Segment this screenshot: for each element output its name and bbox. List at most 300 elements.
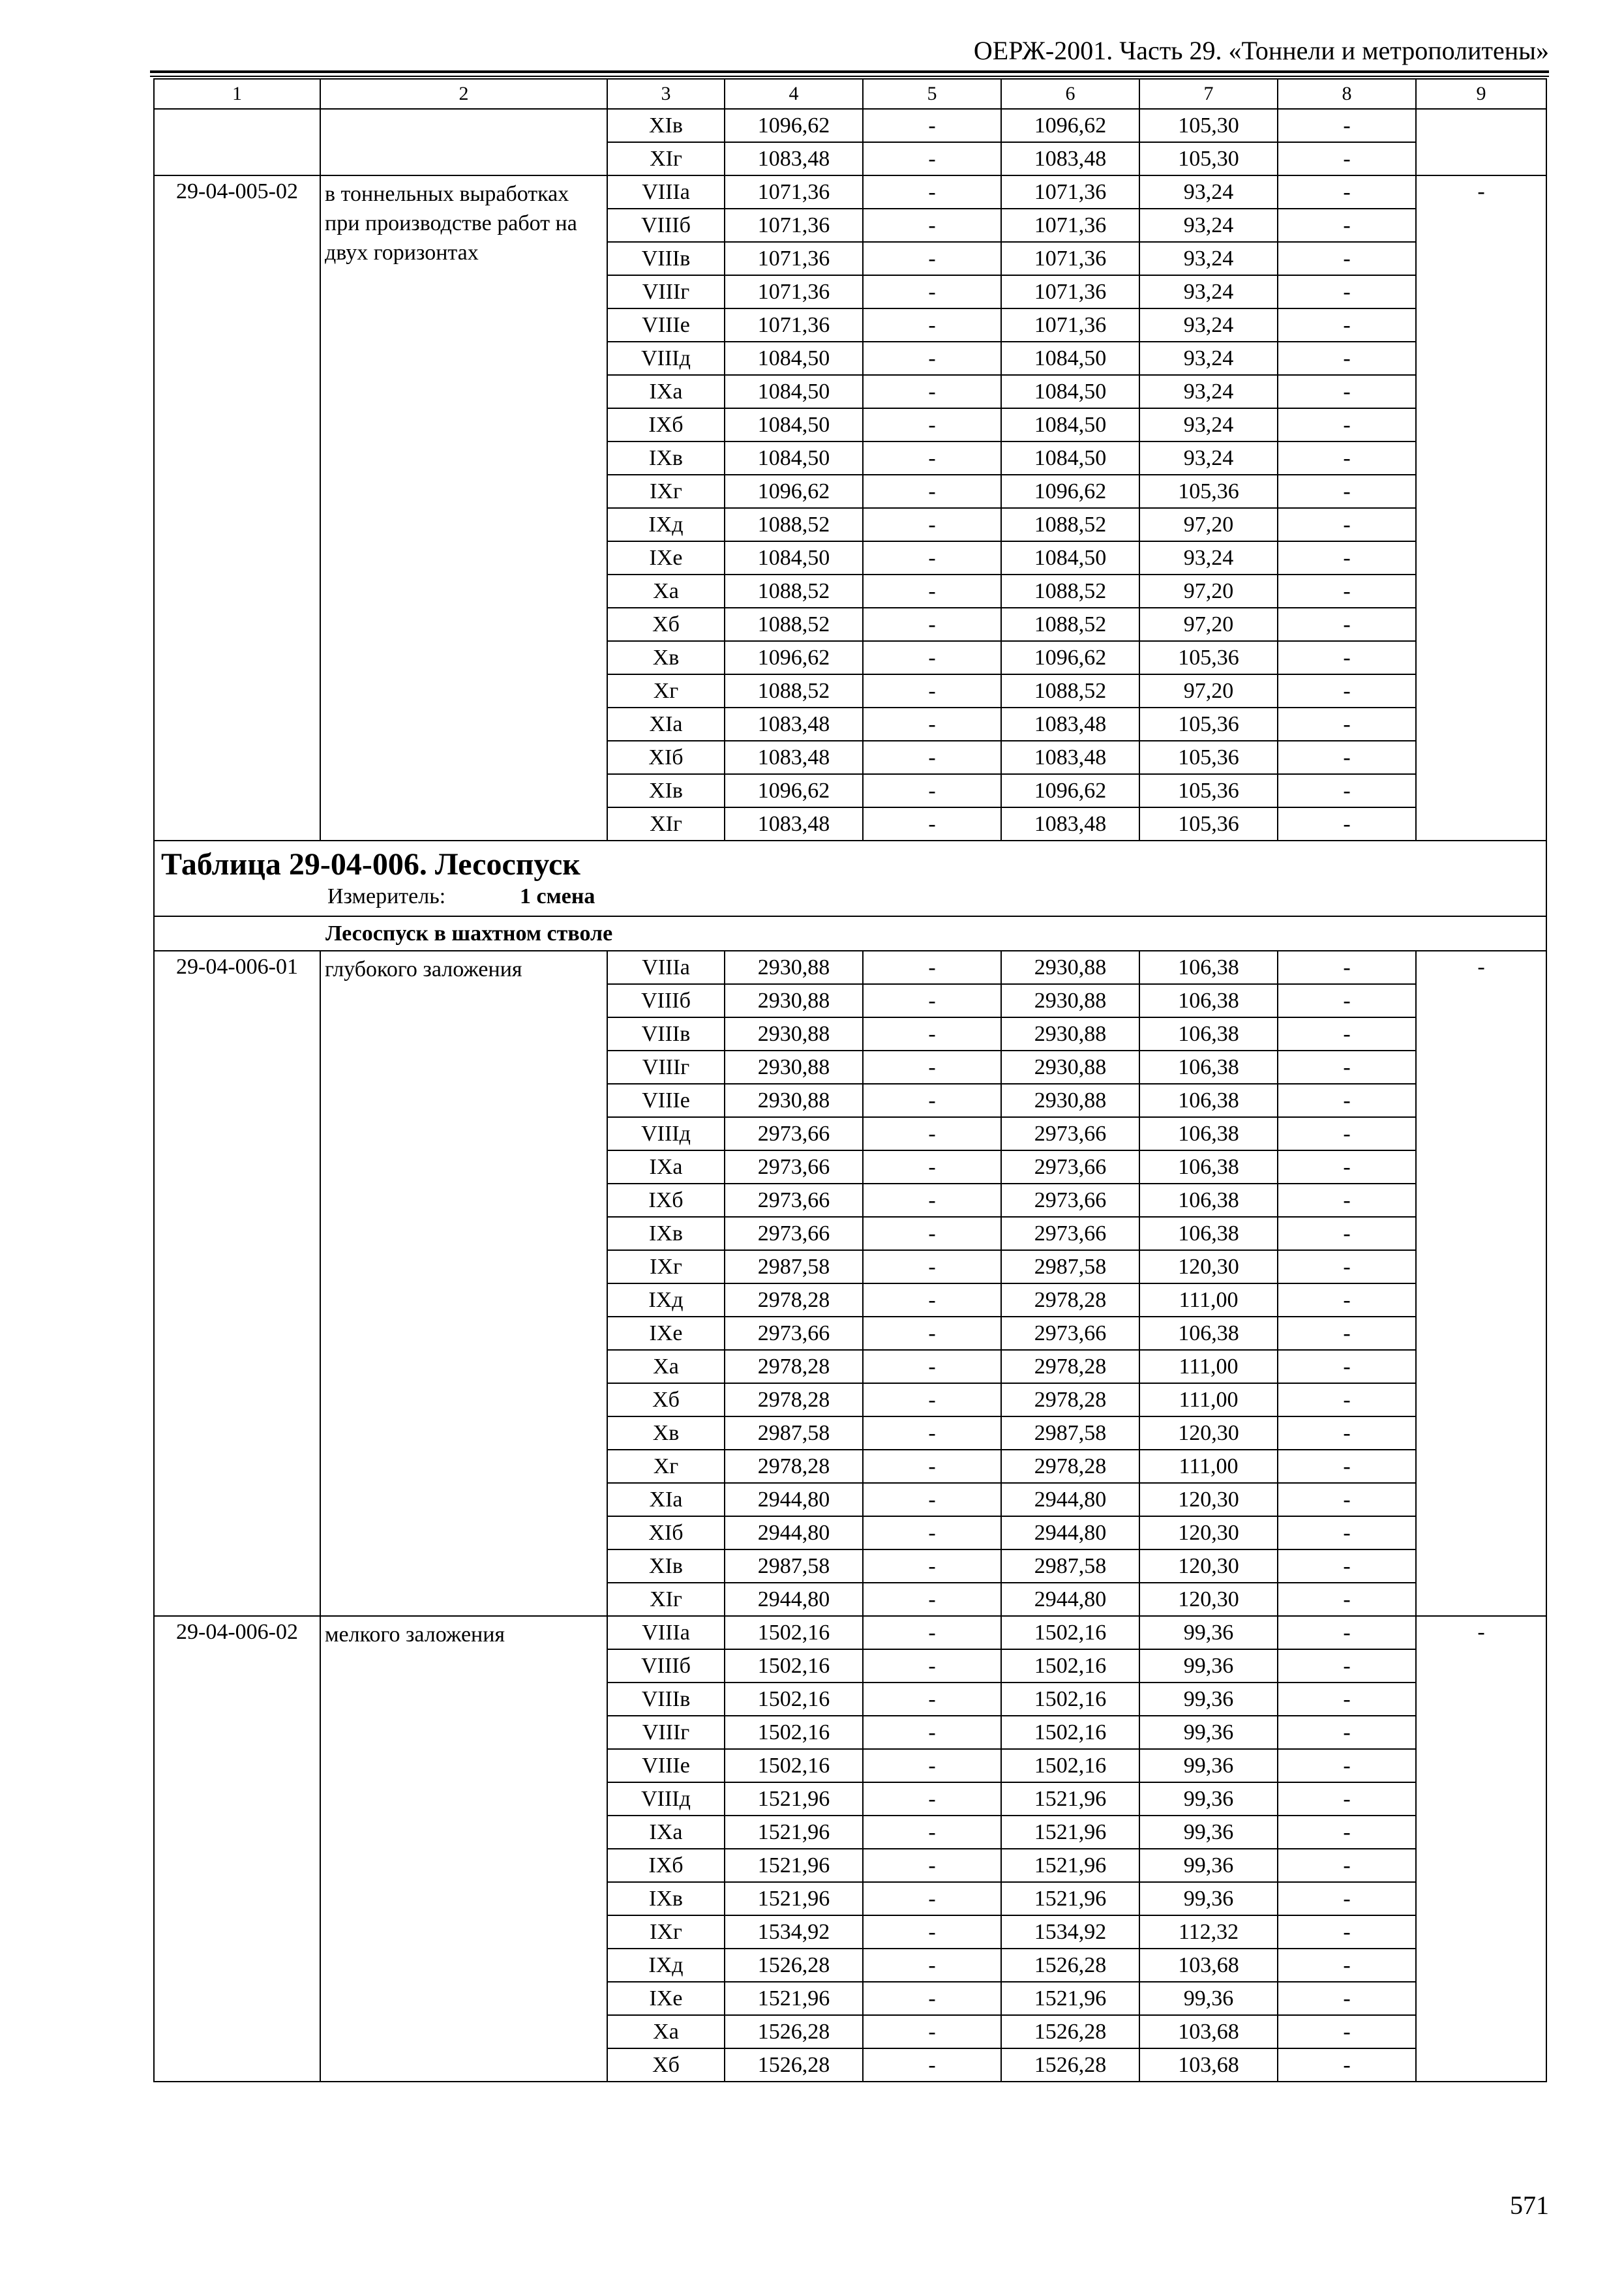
value-cell: 2973,66 bbox=[725, 1150, 863, 1184]
value-cell: 93,24 bbox=[1139, 275, 1278, 308]
value-cell: 105,36 bbox=[1139, 807, 1278, 841]
value-cell: 1084,50 bbox=[1001, 342, 1139, 375]
value-cell: VIIIе bbox=[607, 1084, 725, 1117]
value-cell: - bbox=[863, 1483, 1001, 1516]
value-cell: 2930,88 bbox=[1001, 1017, 1139, 1051]
value-cell: - bbox=[863, 2048, 1001, 2082]
value-cell: 1084,50 bbox=[1001, 441, 1139, 475]
value-cell: - bbox=[863, 1051, 1001, 1084]
value-cell: - bbox=[863, 1184, 1001, 1217]
value-cell: IXб bbox=[607, 408, 725, 441]
code-cell: 29-04-006-02 bbox=[154, 1616, 320, 2082]
value-cell: - bbox=[1278, 1051, 1416, 1084]
value-cell: 2930,88 bbox=[1001, 1084, 1139, 1117]
value-cell: VIIIв bbox=[607, 1017, 725, 1051]
value-cell: 1071,36 bbox=[1001, 209, 1139, 242]
value-cell: - bbox=[1278, 951, 1416, 984]
value-cell: 1502,16 bbox=[725, 1616, 863, 1649]
value-cell: XIв bbox=[607, 109, 725, 142]
value-cell: XIг bbox=[607, 142, 725, 175]
value-cell: 93,24 bbox=[1139, 209, 1278, 242]
value-cell: - bbox=[1278, 209, 1416, 242]
value-cell: 2978,28 bbox=[1001, 1350, 1139, 1383]
value-cell: 1088,52 bbox=[725, 575, 863, 608]
value-cell: - bbox=[1278, 575, 1416, 608]
value-cell: 1521,96 bbox=[725, 1849, 863, 1882]
value-cell: 106,38 bbox=[1139, 1317, 1278, 1350]
value-cell: 2978,28 bbox=[725, 1450, 863, 1483]
value-cell: 2944,80 bbox=[1001, 1516, 1139, 1549]
value-cell: - bbox=[863, 508, 1001, 541]
col9-cell: - bbox=[1416, 175, 1546, 841]
value-cell: 1083,48 bbox=[1001, 807, 1139, 841]
column-number: 5 bbox=[863, 79, 1001, 109]
value-cell: - bbox=[1278, 708, 1416, 741]
value-cell: 99,36 bbox=[1139, 1782, 1278, 1816]
value-cell: 120,30 bbox=[1139, 1583, 1278, 1616]
value-cell: - bbox=[1278, 2048, 1416, 2082]
value-cell: 2987,58 bbox=[1001, 1549, 1139, 1583]
value-cell: - bbox=[1278, 541, 1416, 575]
value-cell: 1088,52 bbox=[725, 608, 863, 641]
value-cell: 1096,62 bbox=[725, 475, 863, 508]
value-cell: - bbox=[1278, 1982, 1416, 2015]
value-cell: - bbox=[863, 1383, 1001, 1416]
col9-cell bbox=[1416, 109, 1546, 175]
value-cell: 99,36 bbox=[1139, 1882, 1278, 1915]
meter-value: 1 смена bbox=[520, 884, 595, 909]
value-cell: - bbox=[863, 1982, 1001, 2015]
value-cell: - bbox=[863, 1283, 1001, 1317]
value-cell: XIб bbox=[607, 1516, 725, 1549]
value-cell: 1502,16 bbox=[725, 1683, 863, 1716]
value-cell: - bbox=[1278, 608, 1416, 641]
value-cell: - bbox=[863, 984, 1001, 1017]
value-cell: IXа bbox=[607, 375, 725, 408]
value-cell: XIг bbox=[607, 1583, 725, 1616]
value-cell: - bbox=[1278, 1549, 1416, 1583]
col9-cell: - bbox=[1416, 1616, 1546, 2082]
value-cell: 120,30 bbox=[1139, 1483, 1278, 1516]
value-cell: 1096,62 bbox=[1001, 641, 1139, 674]
value-cell: - bbox=[1278, 1150, 1416, 1184]
value-cell: - bbox=[863, 441, 1001, 475]
value-cell: 2987,58 bbox=[1001, 1416, 1139, 1450]
value-cell: XIа bbox=[607, 708, 725, 741]
value-cell: 1096,62 bbox=[1001, 475, 1139, 508]
value-cell: VIIIб bbox=[607, 1649, 725, 1683]
value-cell: - bbox=[863, 1849, 1001, 1882]
value-cell: VIIIе bbox=[607, 1749, 725, 1782]
value-cell: - bbox=[1278, 1683, 1416, 1716]
value-cell: - bbox=[1278, 441, 1416, 475]
meter-label: Измеритель: bbox=[327, 884, 446, 909]
value-cell: Xа bbox=[607, 2015, 725, 2048]
value-cell: - bbox=[863, 1616, 1001, 1649]
value-cell: 99,36 bbox=[1139, 1982, 1278, 2015]
value-cell: 1084,50 bbox=[725, 441, 863, 475]
value-cell: Xб bbox=[607, 608, 725, 641]
value-cell: 106,38 bbox=[1139, 1217, 1278, 1250]
value-cell: 2973,66 bbox=[1001, 1117, 1139, 1150]
value-cell: IXг bbox=[607, 475, 725, 508]
value-cell: - bbox=[863, 242, 1001, 275]
value-cell: XIв bbox=[607, 1549, 725, 1583]
table-row bbox=[154, 175, 1546, 209]
value-cell: 2973,66 bbox=[1001, 1317, 1139, 1350]
value-cell: 97,20 bbox=[1139, 508, 1278, 541]
value-cell: IXб bbox=[607, 1849, 725, 1882]
value-cell: 99,36 bbox=[1139, 1849, 1278, 1882]
value-cell: 93,24 bbox=[1139, 242, 1278, 275]
value-cell: 1521,96 bbox=[1001, 1816, 1139, 1849]
value-cell: IXг bbox=[607, 1250, 725, 1283]
value-cell: 2978,28 bbox=[725, 1283, 863, 1317]
value-cell: - bbox=[863, 951, 1001, 984]
value-cell: - bbox=[1278, 1616, 1416, 1649]
value-cell: 1526,28 bbox=[1001, 2015, 1139, 2048]
column-numbers-row bbox=[154, 79, 1546, 109]
value-cell: - bbox=[1278, 1782, 1416, 1816]
value-cell: XIа bbox=[607, 1483, 725, 1516]
value-cell: 1083,48 bbox=[1001, 741, 1139, 774]
value-cell: - bbox=[1278, 475, 1416, 508]
value-cell: 93,24 bbox=[1139, 541, 1278, 575]
value-cell: 1088,52 bbox=[1001, 575, 1139, 608]
value-cell: 1083,48 bbox=[725, 741, 863, 774]
value-cell: 103,68 bbox=[1139, 1949, 1278, 1982]
value-cell: VIIIд bbox=[607, 1782, 725, 1816]
value-cell: Xв bbox=[607, 641, 725, 674]
value-cell: 2973,66 bbox=[725, 1317, 863, 1350]
value-cell: 1084,50 bbox=[1001, 541, 1139, 575]
value-cell: - bbox=[863, 541, 1001, 575]
value-cell: VIIIд bbox=[607, 342, 725, 375]
value-cell: 106,38 bbox=[1139, 1184, 1278, 1217]
value-cell: - bbox=[1278, 1583, 1416, 1616]
value-cell: 1088,52 bbox=[725, 508, 863, 541]
value-cell: 1096,62 bbox=[1001, 109, 1139, 142]
value-cell: - bbox=[1278, 342, 1416, 375]
value-cell: - bbox=[863, 608, 1001, 641]
value-cell: 1071,36 bbox=[725, 308, 863, 342]
value-cell: 2987,58 bbox=[1001, 1250, 1139, 1283]
value-cell: - bbox=[1278, 1882, 1416, 1915]
value-cell: - bbox=[863, 708, 1001, 741]
column-number: 9 bbox=[1416, 79, 1546, 109]
value-cell: - bbox=[1278, 1949, 1416, 1982]
table-row bbox=[154, 109, 1546, 142]
value-cell: 1084,50 bbox=[1001, 408, 1139, 441]
value-cell: 1526,28 bbox=[1001, 2048, 1139, 2082]
value-cell: 111,00 bbox=[1139, 1450, 1278, 1483]
value-cell: Xг bbox=[607, 674, 725, 708]
value-cell: VIIIг bbox=[607, 1051, 725, 1084]
value-cell: 93,24 bbox=[1139, 408, 1278, 441]
value-cell: 2987,58 bbox=[725, 1416, 863, 1450]
value-cell: 105,36 bbox=[1139, 641, 1278, 674]
value-cell: - bbox=[1278, 1017, 1416, 1051]
value-cell: IXв bbox=[607, 1217, 725, 1250]
value-cell: 111,00 bbox=[1139, 1283, 1278, 1317]
value-cell: 103,68 bbox=[1139, 2015, 1278, 2048]
column-number: 2 bbox=[320, 79, 607, 109]
value-cell: 1084,50 bbox=[725, 541, 863, 575]
value-cell: - bbox=[863, 1317, 1001, 1350]
value-cell: 2973,66 bbox=[725, 1117, 863, 1150]
column-number: 7 bbox=[1139, 79, 1278, 109]
value-cell: - bbox=[863, 1516, 1001, 1549]
value-cell: - bbox=[1278, 774, 1416, 807]
value-cell: 105,36 bbox=[1139, 741, 1278, 774]
value-cell: - bbox=[1278, 1117, 1416, 1150]
description-cell: в тоннельных выработках при производстве работ на двух горизонтах bbox=[320, 175, 607, 841]
value-cell: IXд bbox=[607, 1949, 725, 1982]
value-cell: 2978,28 bbox=[1001, 1283, 1139, 1317]
value-cell: Xб bbox=[607, 2048, 725, 2082]
value-cell: 1502,16 bbox=[1001, 1683, 1139, 1716]
value-cell: 1521,96 bbox=[1001, 1982, 1139, 2015]
value-cell: 1526,28 bbox=[725, 2048, 863, 2082]
value-cell: - bbox=[863, 209, 1001, 242]
value-cell: 1088,52 bbox=[1001, 674, 1139, 708]
value-cell: - bbox=[1278, 408, 1416, 441]
value-cell: VIIIв bbox=[607, 242, 725, 275]
value-cell: 2930,88 bbox=[1001, 951, 1139, 984]
description-cell bbox=[320, 109, 607, 175]
value-cell: - bbox=[863, 1716, 1001, 1749]
value-cell: XIб bbox=[607, 741, 725, 774]
description-cell: мелкого заложения bbox=[320, 1616, 607, 2082]
table-title: Таблица 29-04-006. Лесоспуск bbox=[161, 847, 580, 882]
table-row bbox=[154, 951, 1546, 984]
value-cell: - bbox=[863, 1749, 1001, 1782]
value-cell: - bbox=[863, 142, 1001, 175]
value-cell: IXд bbox=[607, 508, 725, 541]
value-cell: 93,24 bbox=[1139, 175, 1278, 209]
value-cell: - bbox=[863, 1450, 1001, 1483]
value-cell: 1096,62 bbox=[725, 109, 863, 142]
value-cell: 2987,58 bbox=[725, 1250, 863, 1283]
value-cell: 2930,88 bbox=[725, 1084, 863, 1117]
value-cell: - bbox=[1278, 142, 1416, 175]
value-cell: 1071,36 bbox=[1001, 308, 1139, 342]
value-cell: 2930,88 bbox=[1001, 984, 1139, 1017]
value-cell: 1526,28 bbox=[1001, 1949, 1139, 1982]
value-cell: - bbox=[1278, 641, 1416, 674]
value-cell: 2930,88 bbox=[1001, 1051, 1139, 1084]
value-cell: 2978,28 bbox=[1001, 1450, 1139, 1483]
value-cell: 1084,50 bbox=[725, 342, 863, 375]
value-cell: 105,36 bbox=[1139, 708, 1278, 741]
value-cell: 103,68 bbox=[1139, 2048, 1278, 2082]
page-header-title: ОЕРЖ-2001. Часть 29. «Тоннели и метрополитены» bbox=[973, 36, 1549, 65]
value-cell: 93,24 bbox=[1139, 342, 1278, 375]
value-cell: - bbox=[863, 1915, 1001, 1949]
value-cell: 1083,48 bbox=[725, 807, 863, 841]
table-row bbox=[154, 1616, 1546, 1649]
column-number: 4 bbox=[725, 79, 863, 109]
value-cell: - bbox=[1278, 1749, 1416, 1782]
value-cell: - bbox=[863, 1583, 1001, 1616]
value-cell: 2944,80 bbox=[1001, 1583, 1139, 1616]
value-cell: - bbox=[1278, 1383, 1416, 1416]
value-cell: - bbox=[1278, 375, 1416, 408]
value-cell: VIIIг bbox=[607, 1716, 725, 1749]
value-cell: - bbox=[1278, 1915, 1416, 1949]
value-cell: 106,38 bbox=[1139, 1051, 1278, 1084]
value-cell: VIIIе bbox=[607, 308, 725, 342]
value-cell: - bbox=[1278, 1516, 1416, 1549]
value-cell: - bbox=[863, 807, 1001, 841]
value-cell: 1502,16 bbox=[1001, 1649, 1139, 1683]
value-cell: 1083,48 bbox=[1001, 708, 1139, 741]
value-cell: 2944,80 bbox=[725, 1583, 863, 1616]
value-cell: 120,30 bbox=[1139, 1250, 1278, 1283]
value-cell: 112,32 bbox=[1139, 1915, 1278, 1949]
value-cell: 1071,36 bbox=[1001, 242, 1139, 275]
value-cell: - bbox=[863, 175, 1001, 209]
code-cell: 29-04-005-02 bbox=[154, 175, 320, 841]
value-cell: - bbox=[1278, 1317, 1416, 1350]
value-cell: 1526,28 bbox=[725, 2015, 863, 2048]
value-cell: - bbox=[1278, 1283, 1416, 1317]
value-cell: 106,38 bbox=[1139, 1084, 1278, 1117]
value-cell: IXа bbox=[607, 1150, 725, 1184]
column-number: 6 bbox=[1001, 79, 1139, 109]
value-cell: IXг bbox=[607, 1915, 725, 1949]
value-cell: 99,36 bbox=[1139, 1816, 1278, 1849]
value-cell: 120,30 bbox=[1139, 1416, 1278, 1450]
description-cell: глубокого заложения bbox=[320, 951, 607, 1616]
value-cell: 1521,96 bbox=[725, 1782, 863, 1816]
value-cell: 1084,50 bbox=[725, 375, 863, 408]
value-cell: - bbox=[863, 1350, 1001, 1383]
value-cell: - bbox=[1278, 275, 1416, 308]
value-cell: 99,36 bbox=[1139, 1749, 1278, 1782]
value-cell: XIв bbox=[607, 774, 725, 807]
value-cell: - bbox=[863, 1117, 1001, 1150]
value-cell: Xг bbox=[607, 1450, 725, 1483]
value-cell: 1083,48 bbox=[725, 708, 863, 741]
value-cell: 1071,36 bbox=[1001, 175, 1139, 209]
value-cell: - bbox=[863, 1250, 1001, 1283]
value-cell: - bbox=[1278, 508, 1416, 541]
value-cell: - bbox=[863, 475, 1001, 508]
value-cell: - bbox=[863, 1416, 1001, 1450]
value-cell: Xа bbox=[607, 575, 725, 608]
value-cell: 1096,62 bbox=[725, 774, 863, 807]
value-cell: 1088,52 bbox=[1001, 508, 1139, 541]
rates-table-body bbox=[154, 79, 1546, 2082]
value-cell: - bbox=[863, 1782, 1001, 1816]
value-cell: 111,00 bbox=[1139, 1383, 1278, 1416]
value-cell: Xа bbox=[607, 1350, 725, 1383]
value-cell: 105,30 bbox=[1139, 142, 1278, 175]
value-cell: - bbox=[863, 1150, 1001, 1184]
value-cell: 1071,36 bbox=[725, 175, 863, 209]
value-cell: - bbox=[863, 575, 1001, 608]
value-cell: - bbox=[1278, 1483, 1416, 1516]
column-number: 8 bbox=[1278, 79, 1416, 109]
code-cell: 29-04-006-01 bbox=[154, 951, 320, 1616]
value-cell: - bbox=[1278, 1450, 1416, 1483]
value-cell: - bbox=[863, 109, 1001, 142]
column-number: 1 bbox=[154, 79, 320, 109]
value-cell: 1071,36 bbox=[725, 209, 863, 242]
value-cell: 1521,96 bbox=[1001, 1882, 1139, 1915]
value-cell: 1096,62 bbox=[725, 641, 863, 674]
value-cell: 93,24 bbox=[1139, 308, 1278, 342]
value-cell: 1521,96 bbox=[725, 1882, 863, 1915]
value-cell: 1521,96 bbox=[725, 1982, 863, 2015]
header-rule-thin bbox=[150, 76, 1549, 77]
value-cell: - bbox=[1278, 109, 1416, 142]
value-cell: - bbox=[1278, 807, 1416, 841]
value-cell: IXе bbox=[607, 1982, 725, 2015]
value-cell: - bbox=[1278, 1250, 1416, 1283]
value-cell: 120,30 bbox=[1139, 1516, 1278, 1549]
value-cell: - bbox=[1278, 1350, 1416, 1383]
value-cell: 93,24 bbox=[1139, 441, 1278, 475]
value-cell: 1502,16 bbox=[1001, 1616, 1139, 1649]
value-cell: 1071,36 bbox=[725, 275, 863, 308]
value-cell: - bbox=[1278, 1416, 1416, 1450]
value-cell: IXб bbox=[607, 1184, 725, 1217]
value-cell: VIIIд bbox=[607, 1117, 725, 1150]
value-cell: 1096,62 bbox=[1001, 774, 1139, 807]
value-cell: - bbox=[863, 2015, 1001, 2048]
value-cell: 1088,52 bbox=[725, 674, 863, 708]
value-cell: 99,36 bbox=[1139, 1716, 1278, 1749]
value-cell: 2930,88 bbox=[725, 951, 863, 984]
value-cell: - bbox=[1278, 1217, 1416, 1250]
value-cell: 1521,96 bbox=[1001, 1782, 1139, 1816]
value-cell: 2944,80 bbox=[1001, 1483, 1139, 1516]
value-cell: Xб bbox=[607, 1383, 725, 1416]
code-cell bbox=[154, 109, 320, 175]
value-cell: 1534,92 bbox=[725, 1915, 863, 1949]
value-cell: 105,36 bbox=[1139, 774, 1278, 807]
value-cell: - bbox=[1278, 984, 1416, 1017]
value-cell: - bbox=[1278, 2015, 1416, 2048]
value-cell: IXа bbox=[607, 1816, 725, 1849]
value-cell: 2973,66 bbox=[725, 1184, 863, 1217]
value-cell: 2973,66 bbox=[1001, 1150, 1139, 1184]
value-cell: 106,38 bbox=[1139, 1117, 1278, 1150]
value-cell: - bbox=[863, 1949, 1001, 1982]
value-cell: - bbox=[863, 1549, 1001, 1583]
value-cell: 106,38 bbox=[1139, 1017, 1278, 1051]
value-cell: - bbox=[1278, 308, 1416, 342]
value-cell: 120,30 bbox=[1139, 1549, 1278, 1583]
value-cell: 2930,88 bbox=[725, 1017, 863, 1051]
value-cell: VIIIг bbox=[607, 275, 725, 308]
value-cell: VIIIа bbox=[607, 175, 725, 209]
value-cell: - bbox=[863, 1649, 1001, 1683]
value-cell: IXв bbox=[607, 441, 725, 475]
value-cell: - bbox=[863, 774, 1001, 807]
value-cell: VIIIв bbox=[607, 1683, 725, 1716]
value-cell: 2930,88 bbox=[725, 984, 863, 1017]
value-cell: 99,36 bbox=[1139, 1649, 1278, 1683]
value-cell: - bbox=[863, 674, 1001, 708]
value-cell: - bbox=[1278, 242, 1416, 275]
value-cell: IXв bbox=[607, 1882, 725, 1915]
subsection-row bbox=[154, 916, 1546, 951]
value-cell: Xв bbox=[607, 1416, 725, 1450]
value-cell: - bbox=[863, 342, 1001, 375]
